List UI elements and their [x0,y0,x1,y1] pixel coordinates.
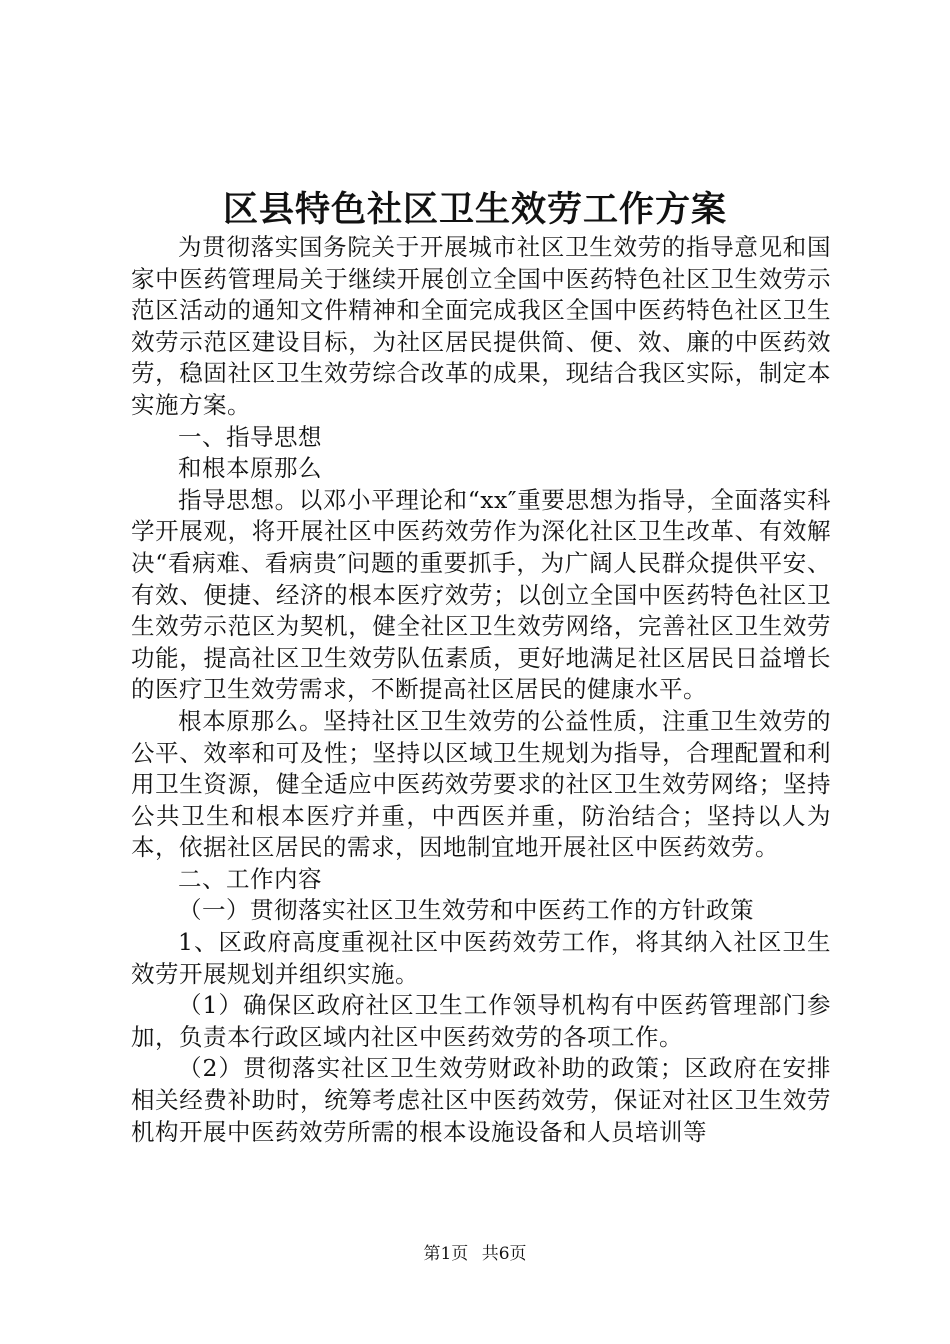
item-1-paragraph: 1、区政府高度重视社区中医药效劳工作，将其纳入社区卫生效劳开展规划并组织实施。 [131,928,831,988]
guiding-ideology-paragraph: 指导思想。以邓小平理论和“xx″重要思想为指导，全面落实科学开展观，将开展社区中医药效劳作为深化社区卫生改革、有效解决“看病难、看病贵″问题的重要抓手，为广阔人民群众提供平安、有效、便捷、经济的根本医疗效劳；以创立全国中医药特色社区卫生效劳示范区为契机，健全社区卫生效劳网络，完善社区卫生效劳功能，提高社区卫生效劳队伍素质，更好地满足社区居民日益增长的医疗卫生效劳需求，不断提高社区居民的健康水平。 [131,485,831,704]
item-1-2-paragraph: （2）贯彻落实社区卫生效劳财政补助的政策；区政府在安排相关经费补助时，统筹考虑社区中医药效劳，保证对社区卫生效劳机构开展中医药效劳所需的根本设施设备和人员培训等 [131,1054,831,1146]
section-heading-continuation: 和根本原那么 [178,454,322,483]
document-title: 区县特色社区卫生效劳工作方案 [222,189,727,230]
subsection-heading-policy: （一）贯彻落实社区卫生效劳和中医药工作的方针政策 [178,896,754,925]
document-body [131,232,831,1148]
section-heading-guiding-ideology: 一、指导思想 [178,422,322,451]
page-footer [0,1243,950,1265]
section-heading-work-content: 二、工作内容 [178,864,322,893]
page-number: 第1页 [423,1244,469,1264]
basic-principles-paragraph: 根本原那么。坚持社区卫生效劳的公益性质，注重卫生效劳的公平、效率和可及性；坚持以区域卫生规划为指导，合理配置和利用卫生资源，健全适应中医药效劳要求的社区卫生效劳网络；坚持公共卫生和根本医疗并重，中西医并重，防治结合；坚持以人为本，依据社区居民的需求，因地制宜地开展社区中医药效劳。 [131,706,831,862]
item-1-1-paragraph: （1）确保区政府社区卫生工作领导机构有中医药管理部门参加，负责本行政区域内社区中医药效劳的各项工作。 [131,991,831,1051]
page-total: 共6页 [481,1244,527,1264]
intro-paragraph: 为贯彻落实国务院关于开展城市社区卫生效劳的指导意见和国家中医药管理局关于继续开展创立全国中医药特色社区卫生效劳示范区活动的通知文件精神和全面完成我区全国中医药特色社区卫生效劳示范区建设目标，为社区居民提供简、便、效、廉的中医药效劳，稳固社区卫生效劳综合改革的成果，现结合我区实际，制定本实施方案。 [131,233,831,419]
